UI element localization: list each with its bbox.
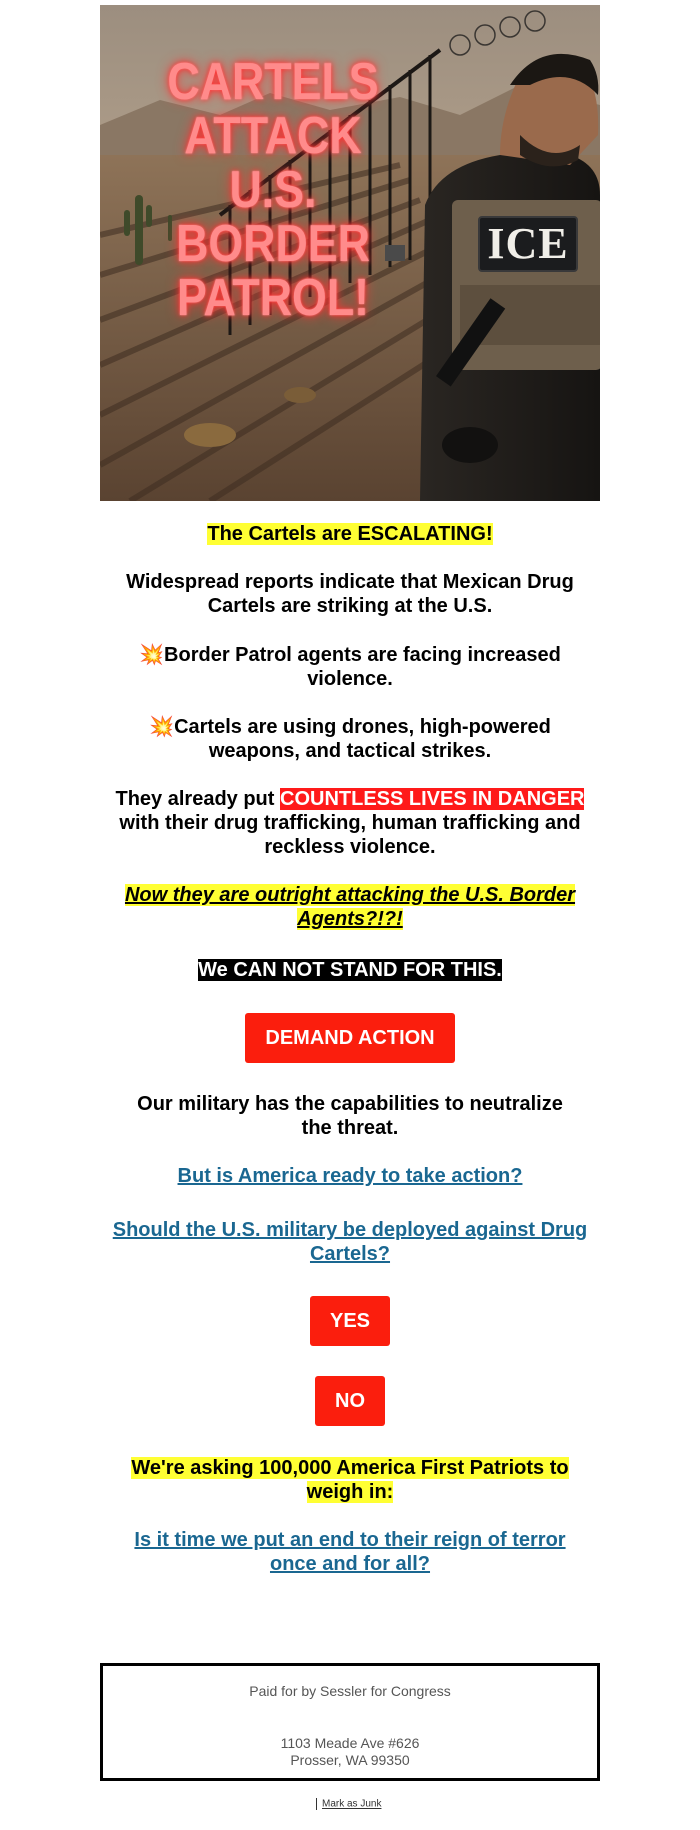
no-button[interactable]: NO <box>315 1376 385 1426</box>
ice-patch: ICE <box>478 216 578 272</box>
asking-line <box>100 1456 600 1504</box>
hero-image <box>100 5 600 501</box>
attack-question-text: Now they are outright attacking the U.S. Border Agents?!?! <box>124 884 576 930</box>
mark-as-junk-link[interactable]: Mark as Junk <box>322 1798 382 1810</box>
danger-highlight: COUNTLESS LIVES IN DANGER <box>280 788 585 810</box>
reign-of-terror-link[interactable]: Is it time we put an end to their reign of terror once and for all? <box>134 1529 566 1575</box>
bullet-drones <box>100 715 600 763</box>
paid-for-text: Paid for by Sessler for Congress <box>249 1683 451 1699</box>
explosion-icon: 💥 <box>139 644 165 666</box>
reign-link-block <box>100 1528 600 1576</box>
danger-text-before: They already put <box>115 788 280 810</box>
hero-headline-line-3: PATROL! <box>176 269 370 327</box>
asking-line-text: We're asking 100,000 America First Patriots to weigh in: <box>131 1457 569 1503</box>
military-paragraph: Our military has the capabilities to neutralize the threat. <box>137 1093 563 1139</box>
footer-links <box>316 1798 381 1810</box>
yes-button[interactable]: YES <box>310 1296 390 1346</box>
headline-text: The Cartels are ESCALATING! <box>207 523 493 545</box>
ready-to-act-link[interactable]: But is America ready to take action? <box>177 1165 523 1187</box>
headline <box>100 522 600 546</box>
disclaimer-box <box>100 1663 600 1781</box>
deploy-link-block <box>100 1218 600 1266</box>
attack-question <box>100 883 600 931</box>
deploy-military-link[interactable]: Should the U.S. military be deployed against Drug Cartels? <box>112 1219 588 1265</box>
address-line-1: 1103 Meade Ave #626 <box>280 1735 420 1751</box>
explosion-icon: 💥 <box>149 716 175 738</box>
bullet-drones-text: Cartels are using drones, high-powered weapons, and tactical strikes. <box>174 716 551 762</box>
hero-headline-line-2: U.S. BORDER <box>176 161 370 273</box>
divider <box>316 1798 317 1810</box>
stand-line <box>100 958 600 982</box>
bullet-violence-text: Border Patrol agents are facing increased violence. <box>164 644 561 690</box>
stand-line-text: We CAN NOT STAND FOR THIS. <box>198 959 502 981</box>
intro-paragraph: Widespread reports indicate that Mexican Drug Cartels are striking at the U.S. <box>126 571 574 617</box>
hero-headline <box>131 55 415 325</box>
address-line-2: Prosser, WA 99350 <box>290 1752 410 1768</box>
bullet-violence <box>100 643 600 691</box>
action-link <box>100 1164 600 1188</box>
demand-action-button[interactable]: DEMAND ACTION <box>245 1013 455 1063</box>
danger-paragraph <box>100 787 600 859</box>
hero-headline-line-1: CARTELS ATTACK <box>167 53 379 165</box>
danger-text-after: with their drug trafficking, human trafficking and reckless violence. <box>119 812 581 858</box>
